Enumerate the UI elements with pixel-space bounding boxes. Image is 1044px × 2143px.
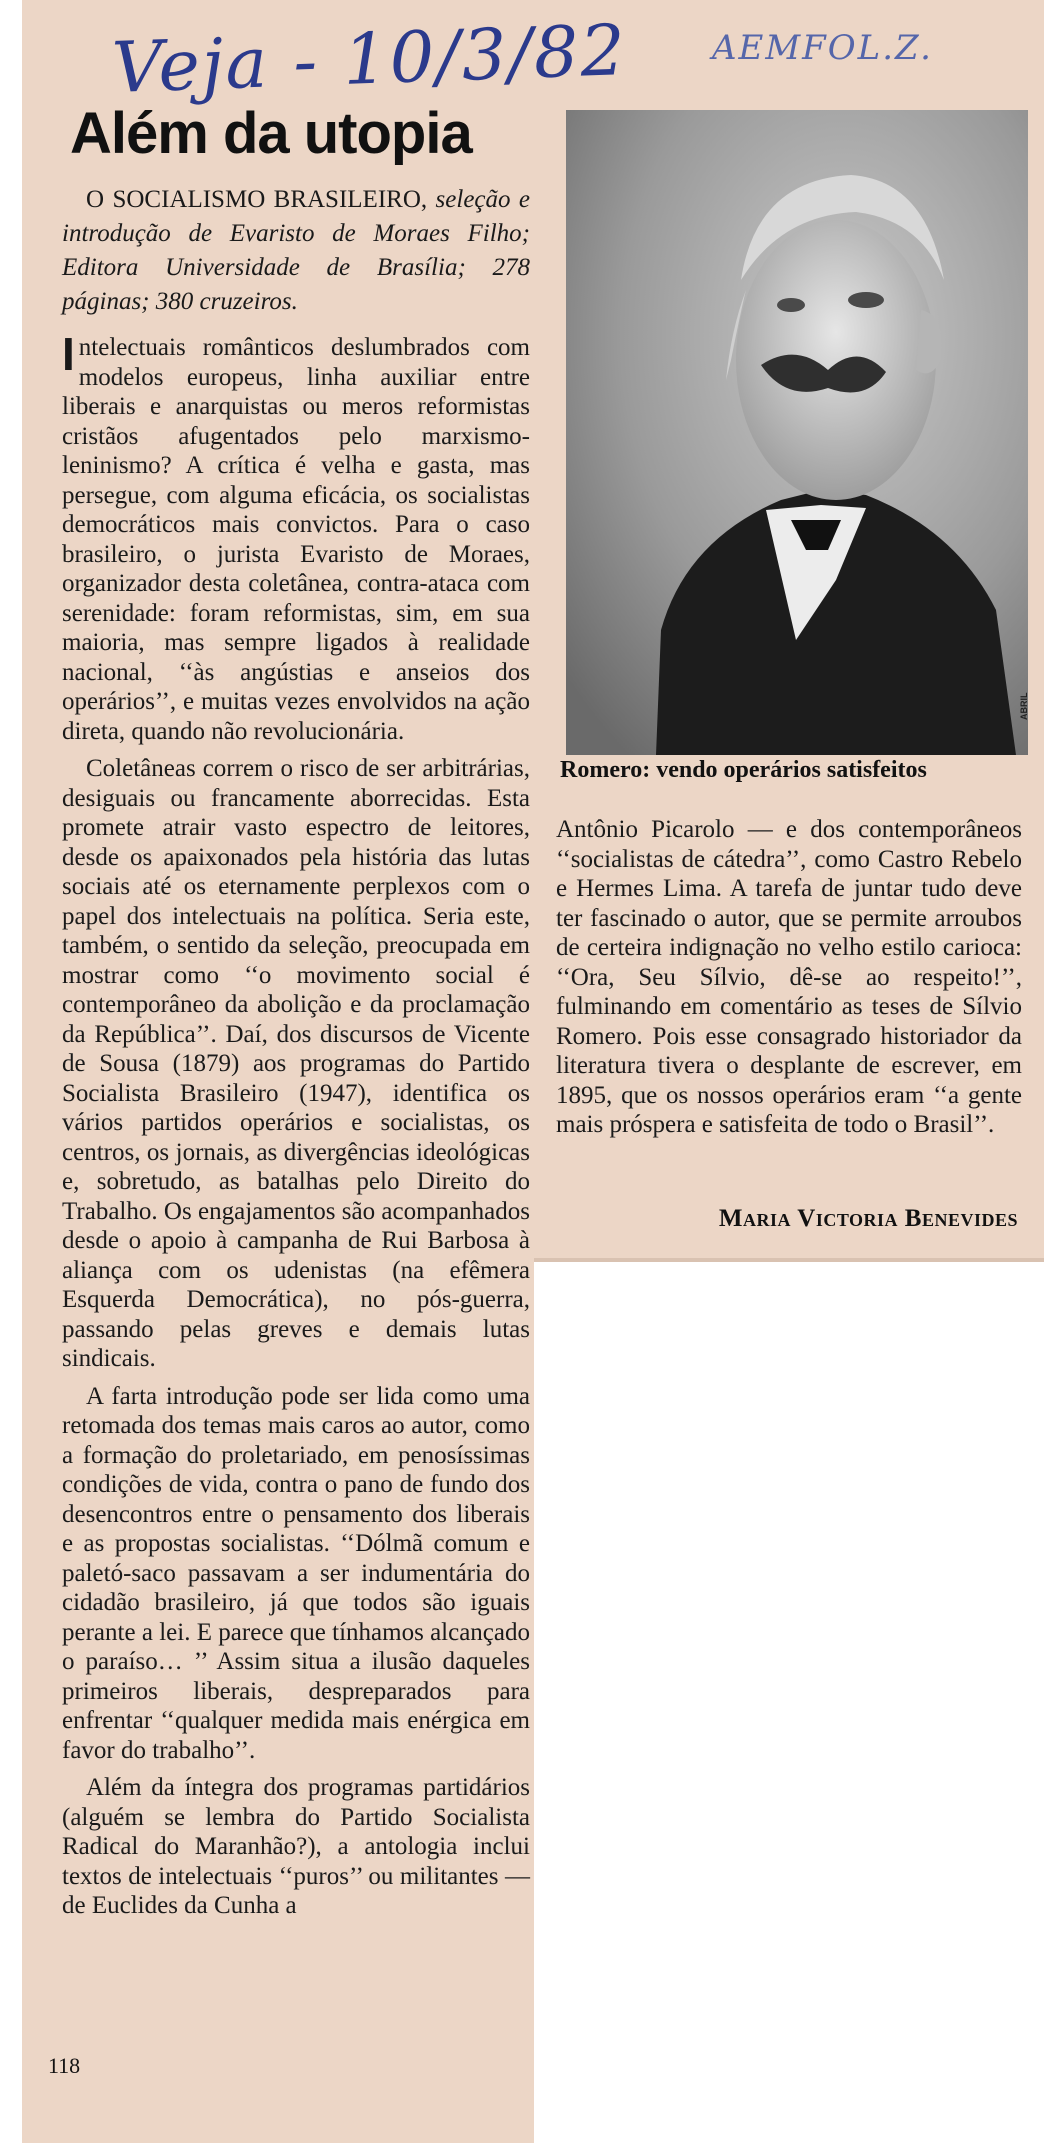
- handwritten-archive-ref: AEMFOL.Z.: [712, 28, 933, 68]
- book-credit: [62, 183, 530, 319]
- clipping-edge: [534, 1258, 1044, 1262]
- eye-shape: [777, 298, 805, 312]
- handwritten-source-note: Veja - 10/3/82: [110, 9, 629, 109]
- article-body-right-column: [556, 815, 1022, 1148]
- face-shape: [736, 220, 936, 500]
- article-paragraph: Intelectuais românticos deslumbrados com modelos europeus, linha auxiliar entre liberais e anarquistas ou meros reformistas cristãos afugentados pelo marxismo-leninismo? A crítica é velha e gasta, mas persegue, com alguma eficácia, os socialistas democráticos mais convictos. Para o caso brasileiro, o jurista Evaristo de Moraes, organizador desta coletânea, contra-ataca com serenidade: foram reformistas, sim, em sua maioria, mas sempre ligados à realidade nacional, ‘‘às angústias e anseios dos operários’’, e muitas vezes envolvidos na ação direta, quando não revolucionária.: [62, 328, 530, 745]
- article-paragraph: Coletâneas correm o risco de ser arbitrárias, desiguais ou francamente aborrecidas. Esta promete atrair vasto espectro de leitores, desde os apaixonados pela história das lutas sociais até os eternamente perplexos com o papel dos intelectuais na política. Seria este, também, o sentido da seleção, preocupada em mostrar como ‘‘o movimento social é contemporâneo da abolição e da proclamação da República’’. Daí, dos discursos de Vicente de Sousa (1879) aos programas do Partido Socialista Brasileiro (1947), identifica os vários partidos operários e socialistas, os centros, os jornais, as divergências ideológicas e, sobretudo, as batalhas pelo Direito do Trabalho. Os engajamentos são acompanhados desde o apoio à campanha de Rui Barbosa à aliança com os udenistas (na efêmera Esquerda Democrática), no pós-guerra, passando pelas greves e demais lutas sindicais.: [62, 755, 530, 1372]
- article-headline: Além da utopia: [70, 101, 472, 166]
- article-body-left-column: [62, 328, 530, 1929]
- photo-credit: ABRIL: [1019, 692, 1029, 720]
- book-details: seleção e introdução de Evaristo de Moraes Filho; Editora Universidade de Brasília; 278 páginas; 380 cruzeiros.: [62, 186, 531, 315]
- photo-caption: Romero: vendo operários satisfeitos: [560, 757, 927, 783]
- portrait-photo: [566, 110, 1028, 755]
- book-title: O SOCIALISMO BRASILEIRO,: [86, 186, 428, 213]
- article-paragraph: Antônio Picarolo — e dos contemporâneos ‘‘socialistas de cátedra’’, como Castro Rebelo e Hermes Lima. A tarefa de juntar tudo deve ter fascinado o autor, que se permite arroubos de certeira indignação no velho estilo carioca: ‘‘Ora, Seu Sílvio, dê-se ao respeito!’’, fulminando em comentário as teses de Sílvio Romero. Pois esse consagrado historiador da literatura tivera o desplante de escrever, em 1895, que os nossos operários eram ‘‘a gente mais próspera e satisfeita de todo o Brasil’’.: [556, 816, 1022, 1138]
- author-byline: Maria Victoria Benevides: [718, 1205, 1018, 1232]
- page-number: 118: [48, 2053, 81, 2078]
- article-paragraph: Além da íntegra dos programas partidários (alguém se lembra do Partido Socialista Radical do Maranhão?), a antologia inclui textos de intelectuais ‘‘puros’’ ou militantes — de Euclides da Cunha a: [62, 1774, 530, 1919]
- article-paragraph: A farta introdução pode ser lida como uma retomada dos temas mais caros ao autor, como a formação do proletariado, em penosíssimas condições de vida, contra o pano de fundo dos desencontros entre o pensamento dos liberais e as propostas socialistas. ‘‘Dólmã comum e paletó-saco passavam a ser indumentária do cidadão brasileiro, já que todos são iguais perante a lei. E parece que tínhamos alcançado o paraíso… ’’ Assim situa a ilusão daqueles primeiros liberais, despreparados para enfrentar ‘‘qualquer medida mais enérgica em favor do trabalho’’.: [62, 1382, 530, 1764]
- eye-shape: [848, 292, 884, 308]
